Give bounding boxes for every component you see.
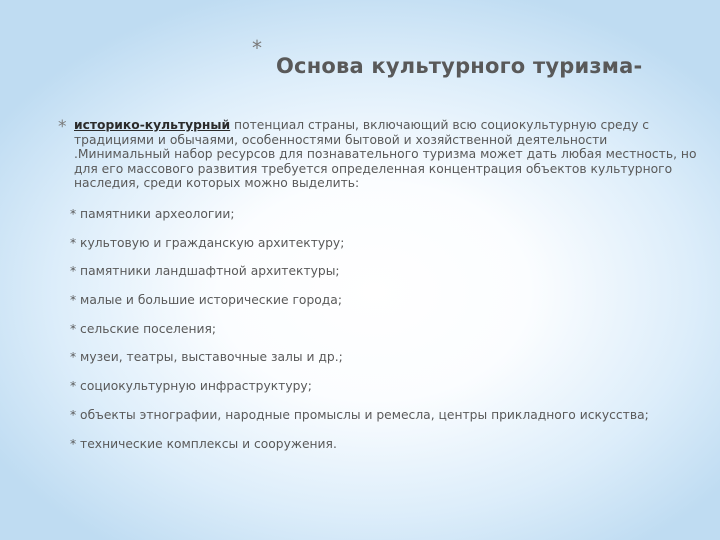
- list-item-infrastructure: * социокультурную инфраструктуру;: [70, 379, 312, 394]
- title-bullet-icon: *: [252, 36, 262, 60]
- list-item-historic-towns: * малые и большие исторические города;: [70, 293, 342, 308]
- list-item-museums: * музеи, театры, выставочные залы и др.;: [70, 350, 343, 365]
- intro-bullet-icon: *: [58, 117, 67, 137]
- list-item-architecture: * культовую и гражданскую архитектуру;: [70, 235, 345, 250]
- slide-title: [252, 36, 643, 78]
- list-item-landscape: * памятники ландшафтной архитектуры;: [70, 264, 340, 279]
- heritage-list: [70, 206, 710, 464]
- intro-rest: потенциал страны, включающий всю социокультурную среду с традициями и обычаями, особенностями бытовой и хозяйственной деятельности .Минимальный набор ресурсов для познавательного туризма может дать любая местность, но для его массового развития требуется определенная концентрация объектов культурного наследия, среди которых можно выделить:: [74, 118, 697, 191]
- intro-paragraph: [58, 118, 698, 191]
- list-item-ethnography: * объекты этнографии, народные промыслы и ремесла, центры прикладного искусства;: [70, 407, 649, 422]
- list-item-technical: * технические комплексы и сооружения.: [70, 436, 337, 451]
- list-item-archaeology: * памятники археологии;: [70, 207, 235, 221]
- intro-term: историко-культурный: [74, 118, 231, 132]
- intro-text: [74, 118, 698, 191]
- list-item-rural-settlements: * сельские поселения;: [70, 321, 217, 336]
- title-text: Основа культурного туризма-: [276, 54, 643, 78]
